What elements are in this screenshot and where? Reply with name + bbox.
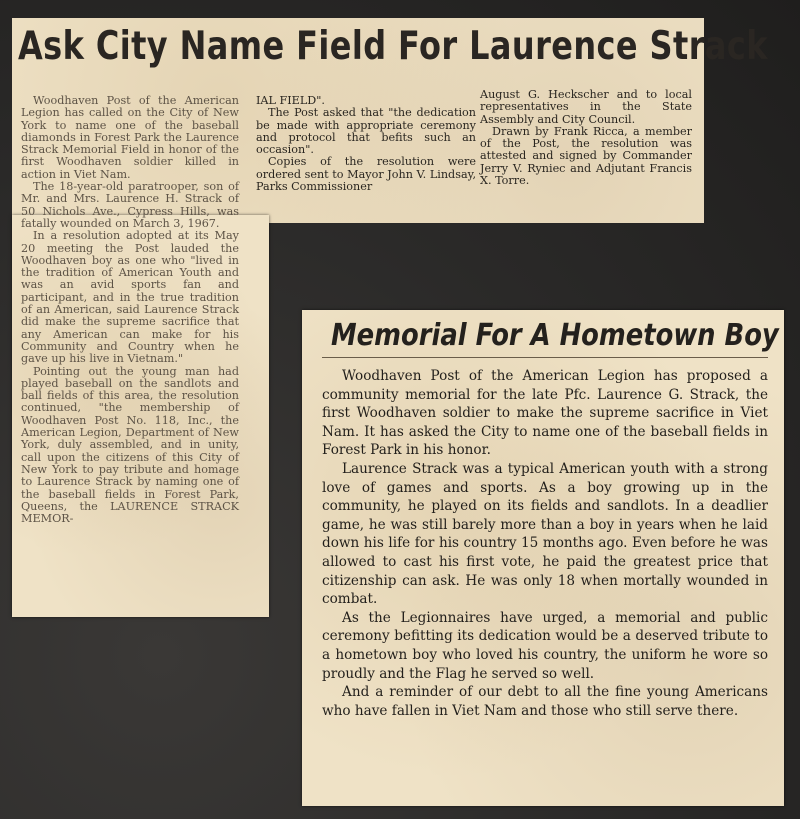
headline-ask-city: Ask City Name Field For Laurence Strack: [18, 24, 768, 69]
paragraph: As the Legionnaires have urged, a memorial and public ceremony befitting its dedication would be a deserved tribute to a hometown boy who loved his country, the uniform he wore so proudly and the Flag he served so well.: [322, 609, 768, 682]
editorial-body: [322, 367, 768, 720]
paragraph: In a resolution adopted at its May 20 meeting the Post lauded the Woodhaven boy as one who "lived in the tradition of American Youth and was an avid sports fan and participant, and in the true tradition of an American, said Laurence Strack did make the supreme sacrifice that any American can make for his Community and Country when he gave up his live in Vietnam.": [21, 229, 239, 366]
paragraph: August G. Heckscher and to local representatives in the State Assembly and City Council.: [480, 88, 692, 126]
paragraph: Drawn by Frank Ricca, a member of the Post, the resolution was attested and signed by Commander Jerry V. Ryniec and Adjutant Francis X. Torre.: [480, 124, 692, 188]
paragraph: Laurence Strack was a typical American youth with a strong love of games and sports. As a boy growing up in the community, he played on its fields and sandlots. In a deadlier game, he was still barely more than a boy in years when he laid down his life for his country 15 months ago. Even before he was allowed to cast his first vote, he paid the greatest price that citizenship can ask. He was only 18 when mortally wounded in combat.: [322, 460, 768, 608]
paragraph: Pointing out the young man had played baseball on the sandlots and ball fields of this area, the resolution continued, "the membership of Woodhaven Post No. 118, Inc., the American Legion, Department of New York, duly assembled, and in unity, call upon the citizens of this City of New York to pay tribute and homage to Laurence Strack by naming one of the baseball fields in Forest Park, Queens, the LAURENCE STRACK MEMOR-: [21, 364, 239, 526]
paragraph: Copies of the resolution were ordered sent to Mayor John V. Lindsay, Parks Commissioner: [256, 155, 476, 194]
paragraph: And a reminder of our debt to all the fine young Americans who have fallen in Viet Nam and those who still serve there.: [322, 684, 768, 719]
paragraph: The Post asked that "the dedication be made with appropriate ceremony and protocol that befits such an occasion".: [256, 106, 476, 157]
article-column-3: [480, 89, 692, 187]
article-column-1: [21, 95, 239, 525]
paragraph: IAL FIELD".: [256, 94, 325, 107]
headline-memorial: Memorial For A Hometown Boy: [331, 318, 779, 353]
article-column-2: [256, 95, 476, 193]
paragraph: The 18-year-old paratrooper, son of Mr. and Mrs. Laurence H. Strack of 50 Nichols Ave., Cypress Hills, was fatally wounded on March 3, 1967.: [21, 180, 239, 230]
paragraph: Woodhaven Post of the American Legion has proposed a community memorial for the late Pfc. Laurence G. Strack, the first Woodhaven soldier to make the supreme sacrifice in Viet Nam. It has asked the City to name one of the baseball fields in Forest Park in his honor.: [322, 368, 768, 459]
paragraph: Woodhaven Post of the American Legion has called on the City of New York to name one of the baseball diamonds in Forest Park the Laurence Strack Memorial Field in honor of the first Woodhaven soldier killed in action in Viet Nam.: [21, 94, 239, 181]
headline-rule: [322, 357, 768, 358]
